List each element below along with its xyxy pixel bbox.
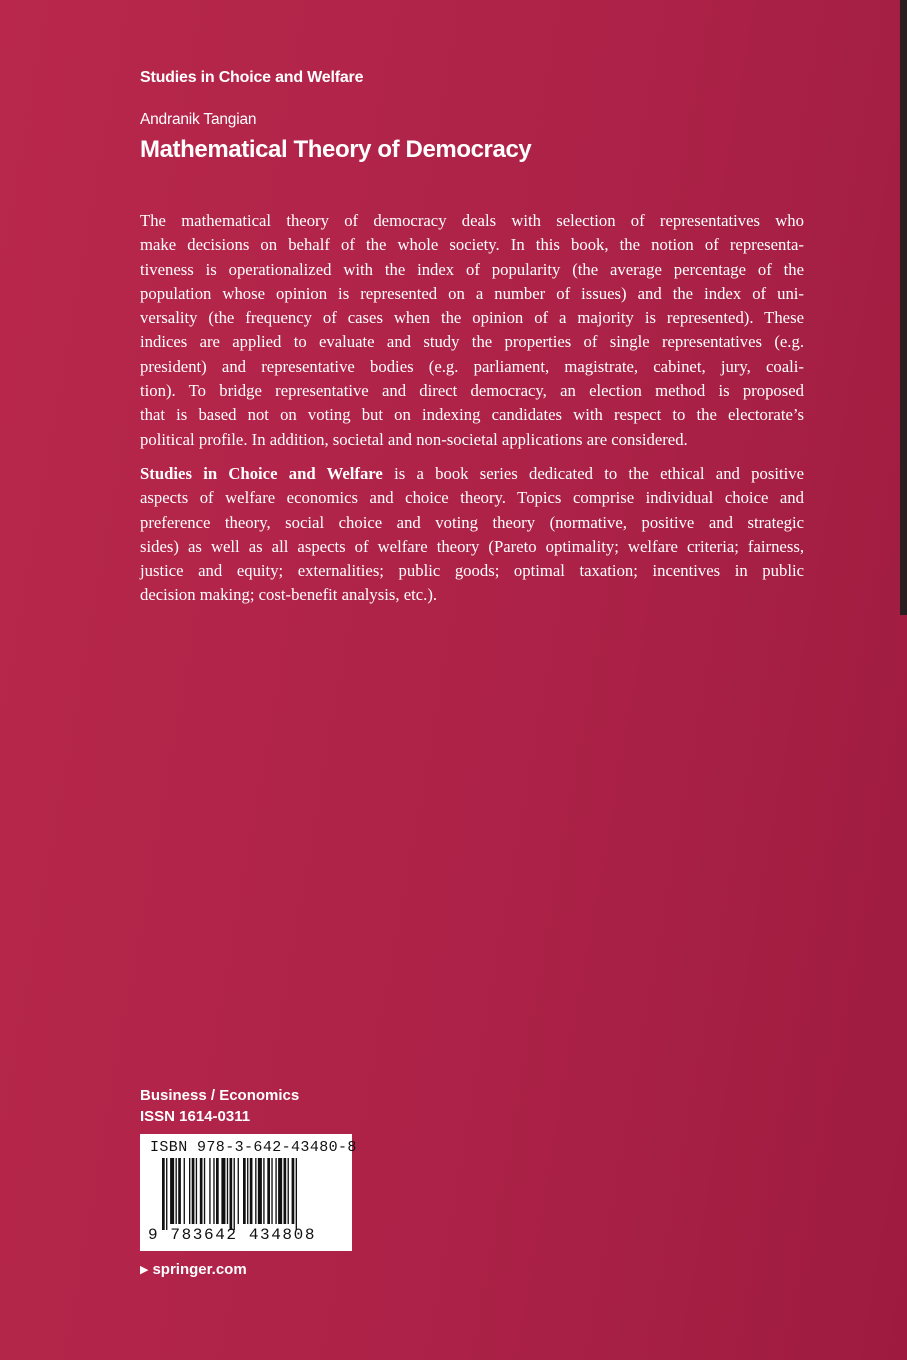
description-paragraph [140, 209, 804, 452]
description-line: tiveness is operationalized with the index of popularity (the average percentage of the [140, 259, 804, 279]
publisher-link-label: springer.com [152, 1261, 247, 1278]
issn-number: ISSN 1614-0311 [140, 1108, 251, 1125]
series-blurb-line: justice and equity; externalities; public goods; optimal taxation; incentives in public [140, 561, 804, 581]
back-cover-text [140, 209, 804, 618]
description-line: political profile. In addition, societal and non-societal applications are considered. [140, 429, 688, 449]
description-line: indices are applied to evaluate and study the properties of single representatives (e.g. [140, 332, 804, 352]
spine-edge [900, 0, 907, 615]
series-name: Studies in Choice and Welfare [140, 69, 364, 86]
publisher-link[interactable] [140, 1261, 247, 1278]
classification-block [140, 1085, 299, 1127]
description-line: versality (the frequency of cases when the opinion of a majority is represented). These [140, 308, 804, 328]
book-title: Mathematical Theory of Democracy [140, 136, 532, 163]
series-blurb-line [140, 462, 804, 486]
series-blurb-line: sides) as well as all aspects of welfare theory (Pareto optimality; welfare criteria; fairness, [140, 536, 804, 556]
description-line: population whose opinion is represented on a number of issues) and the index of uni- [140, 283, 804, 303]
description-line: tion). To bridge representative and direct democracy, an election method is proposed [140, 381, 804, 401]
barcode-panel [140, 1134, 357, 1251]
description-line: make decisions on behalf of the whole society. In this book, the notion of representa- [140, 235, 804, 255]
arrow-right-icon: ▶ [140, 1264, 149, 1276]
series-blurb-lead: Studies in Choice and Welfare [140, 463, 383, 483]
series-blurb-line: preference theory, social choice and voting theory (normative, positive and strategic [140, 512, 804, 532]
author-name: Andranik Tangian [140, 111, 257, 128]
series-blurb-first-line: is a book series dedicated to the ethical and positive [382, 463, 804, 483]
series-blurb-paragraph [140, 462, 804, 608]
description-line: The mathematical theory of democracy deals with selection of representatives who [140, 211, 804, 230]
description-line: that is based not on voting but on indexing candidates with respect to the electorate’s [140, 405, 804, 425]
barcode-digits: 9 783642 434808 [148, 1226, 317, 1244]
description-line: president) and representative bodies (e.g. parliament, magistrate, cabinet, jury, coali- [140, 356, 804, 376]
isbn-label: ISBN 978-3-642-43480-8 [150, 1139, 357, 1156]
series-blurb-line: decision making; cost-benefit analysis, etc.). [140, 585, 438, 605]
subject-category: Business / Economics [140, 1087, 300, 1104]
series-blurb-line: aspects of welfare economics and choice theory. Topics comprise individual choice and [140, 488, 804, 508]
